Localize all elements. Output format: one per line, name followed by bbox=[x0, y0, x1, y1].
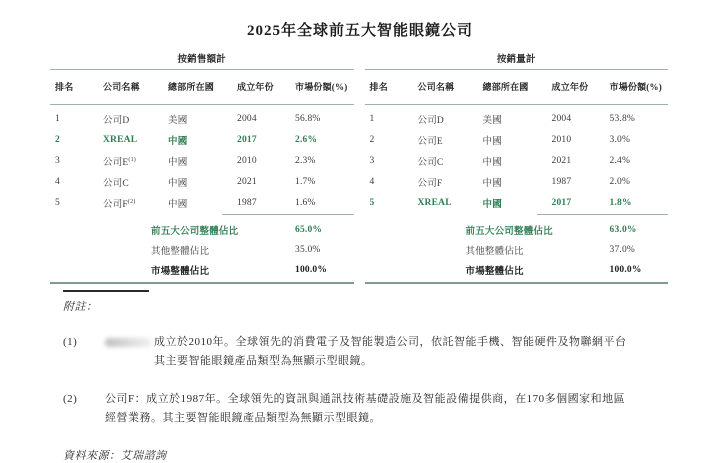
notes-heading: 附註： bbox=[63, 301, 98, 313]
note-text: 經營業務。其主要智能眼鏡產品類型為無顯示型眼鏡。 bbox=[105, 412, 381, 424]
cell-company bbox=[103, 196, 168, 210]
company-name: 公司C bbox=[103, 178, 129, 189]
cell-share: 1.8% bbox=[609, 197, 632, 208]
cell-company bbox=[418, 198, 483, 208]
cell-year: 2017 bbox=[551, 197, 572, 208]
cell-company bbox=[103, 112, 168, 126]
table-row bbox=[370, 150, 669, 171]
table-row bbox=[370, 108, 669, 129]
footnote-marker: (2) bbox=[127, 198, 136, 205]
table-by-revenue bbox=[50, 51, 354, 284]
cell-year: 1987 bbox=[551, 176, 572, 187]
summary-row bbox=[50, 220, 354, 240]
table-row bbox=[370, 192, 669, 213]
table-row bbox=[55, 108, 354, 129]
summary-value: 100.0% bbox=[609, 265, 642, 275]
column-header: 排名 bbox=[55, 82, 74, 92]
cell-rank: 5 bbox=[55, 197, 60, 208]
cell-rank: 2 bbox=[369, 134, 375, 145]
cell-rank: 3 bbox=[369, 155, 375, 166]
summary-value: 37.0% bbox=[609, 245, 636, 255]
note-body bbox=[105, 333, 668, 371]
summary-top-rule bbox=[222, 214, 354, 215]
summary-row bbox=[50, 260, 354, 280]
table-head-row bbox=[365, 70, 669, 105]
cell-share: 2.4% bbox=[609, 155, 631, 166]
cell-share: 2.3% bbox=[295, 155, 316, 166]
cell-company bbox=[418, 133, 483, 147]
cell-share: 1.6% bbox=[295, 197, 316, 208]
table-row bbox=[55, 171, 354, 192]
column-header: 總部所在國 bbox=[168, 82, 215, 92]
cell-year: 2010 bbox=[551, 134, 572, 145]
cell-company bbox=[103, 154, 168, 168]
cell-rank: 1 bbox=[369, 113, 375, 124]
summary-row bbox=[50, 240, 354, 260]
note-line bbox=[105, 333, 668, 352]
table-bottom-rule bbox=[365, 282, 669, 284]
cell-year: 2021 bbox=[237, 176, 257, 187]
cell-company bbox=[418, 175, 483, 189]
cell-rank: 4 bbox=[369, 176, 375, 187]
note-item-1 bbox=[63, 333, 668, 371]
table-row bbox=[370, 171, 669, 192]
cell-year: 2017 bbox=[237, 134, 257, 145]
cell-country: 中國 bbox=[482, 157, 502, 168]
summary-value: 63.0% bbox=[609, 225, 637, 235]
notes-section bbox=[63, 290, 668, 463]
company-name: 公司D bbox=[417, 115, 444, 126]
note-number: (1) bbox=[63, 336, 78, 348]
cell-country: 中國 bbox=[482, 136, 502, 147]
cell-share: 56.8% bbox=[295, 113, 321, 124]
company-name: 公司E bbox=[103, 157, 129, 168]
cell-rank: 1 bbox=[55, 113, 60, 124]
summary-row bbox=[365, 240, 669, 260]
company-name: 公司C bbox=[417, 157, 444, 168]
cell-year: 2004 bbox=[551, 113, 572, 124]
column-header: 公司名稱 bbox=[417, 82, 455, 92]
note-item-2 bbox=[63, 390, 668, 428]
cell-rank: 2 bbox=[55, 134, 60, 145]
cell-country: 美國 bbox=[168, 115, 188, 126]
cell-year: 2004 bbox=[237, 113, 257, 124]
cell-rank: 4 bbox=[55, 176, 60, 187]
cell-share: 3.0% bbox=[609, 134, 631, 145]
note-text: 其主要智能眼鏡產品類型為無顯示型眼鏡。 bbox=[154, 355, 373, 367]
summary-label: 市場整體佔比 bbox=[465, 267, 524, 277]
cell-share: 2.6% bbox=[295, 134, 318, 145]
cell-rank: 5 bbox=[369, 197, 375, 208]
table-row bbox=[55, 150, 354, 171]
table-by-volume bbox=[365, 51, 669, 284]
summary-label: 其他整體佔比 bbox=[465, 247, 524, 257]
column-header: 排名 bbox=[369, 82, 388, 92]
summary-value: 35.0% bbox=[295, 245, 321, 255]
cell-share: 53.8% bbox=[609, 113, 636, 124]
summary-label: 前五大公司整體佔比 bbox=[465, 227, 553, 237]
footnote-separator-line bbox=[63, 290, 149, 292]
company-name: XREAL bbox=[417, 197, 452, 208]
summary-top-rule bbox=[537, 214, 669, 215]
column-header: 市場份額(%) bbox=[609, 82, 662, 92]
cell-year: 1987 bbox=[237, 197, 257, 208]
table-bottom-rule bbox=[50, 282, 354, 284]
summary-label: 市場整體佔比 bbox=[151, 267, 210, 277]
table-group-header: 按銷量計 bbox=[365, 51, 669, 70]
cell-country: 中國 bbox=[482, 178, 502, 189]
table-summary bbox=[50, 220, 354, 280]
cell-country: 中國 bbox=[168, 157, 188, 168]
summary-row bbox=[365, 260, 669, 280]
cell-country: 中國 bbox=[168, 136, 188, 147]
summary-value: 65.0% bbox=[295, 225, 323, 235]
cell-year: 2010 bbox=[237, 155, 257, 166]
table-body bbox=[50, 105, 354, 213]
cell-country: 美國 bbox=[482, 115, 502, 126]
cell-year: 2021 bbox=[551, 155, 572, 166]
company-name: 公司E bbox=[417, 136, 443, 147]
note-text: 公司F：成立於1987年。全球領先的資訊與通訊技術基礎設施及智能設備提供商，在170多個國家和地區 bbox=[105, 393, 626, 405]
company-name: XREAL bbox=[103, 134, 138, 145]
table-body bbox=[365, 105, 669, 213]
table-group-header: 按銷售額計 bbox=[50, 51, 354, 70]
cell-company bbox=[418, 154, 483, 168]
column-header: 總部所在國 bbox=[482, 82, 529, 92]
cell-country: 中國 bbox=[168, 199, 188, 210]
column-header: 公司名稱 bbox=[103, 82, 140, 92]
cell-company bbox=[103, 135, 168, 145]
company-name: 公司D bbox=[103, 115, 130, 126]
cell-company bbox=[103, 175, 168, 189]
tables-container bbox=[50, 51, 668, 284]
footnote-marker: (1) bbox=[128, 156, 137, 163]
column-header: 市場份額(%) bbox=[295, 82, 348, 92]
summary-label: 其他整體佔比 bbox=[151, 247, 210, 257]
column-header: 成立年份 bbox=[551, 82, 589, 92]
page-title: 2025年全球前五大智能眼鏡公司 bbox=[246, 23, 473, 39]
redacted-text-blur bbox=[105, 338, 151, 347]
cell-share: 1.7% bbox=[295, 176, 316, 187]
table-row bbox=[55, 192, 354, 213]
source-line: 資料來源：艾瑞諮詢 bbox=[63, 450, 167, 462]
table-row bbox=[55, 129, 354, 150]
cell-country: 中國 bbox=[482, 199, 502, 210]
summary-label: 前五大公司整體佔比 bbox=[151, 227, 239, 237]
table-head-row bbox=[50, 70, 354, 105]
column-header: 成立年份 bbox=[237, 82, 274, 92]
cell-company bbox=[418, 112, 483, 126]
cell-rank: 3 bbox=[55, 155, 60, 166]
note-number: (2) bbox=[63, 393, 78, 405]
cell-share: 2.0% bbox=[609, 176, 631, 187]
company-name: 公司F bbox=[417, 178, 443, 189]
summary-row bbox=[365, 220, 669, 240]
cell-country: 中國 bbox=[168, 178, 188, 189]
note-body bbox=[105, 390, 668, 428]
company-name: 公司F bbox=[103, 199, 128, 210]
table-summary bbox=[365, 220, 669, 280]
note-text: 成立於2010年。全球領先的消費電子及智能製造公司，依託智能手機、智能硬件及物聯網平台 bbox=[154, 336, 627, 348]
summary-value: 100.0% bbox=[295, 265, 328, 275]
table-row bbox=[370, 129, 669, 150]
